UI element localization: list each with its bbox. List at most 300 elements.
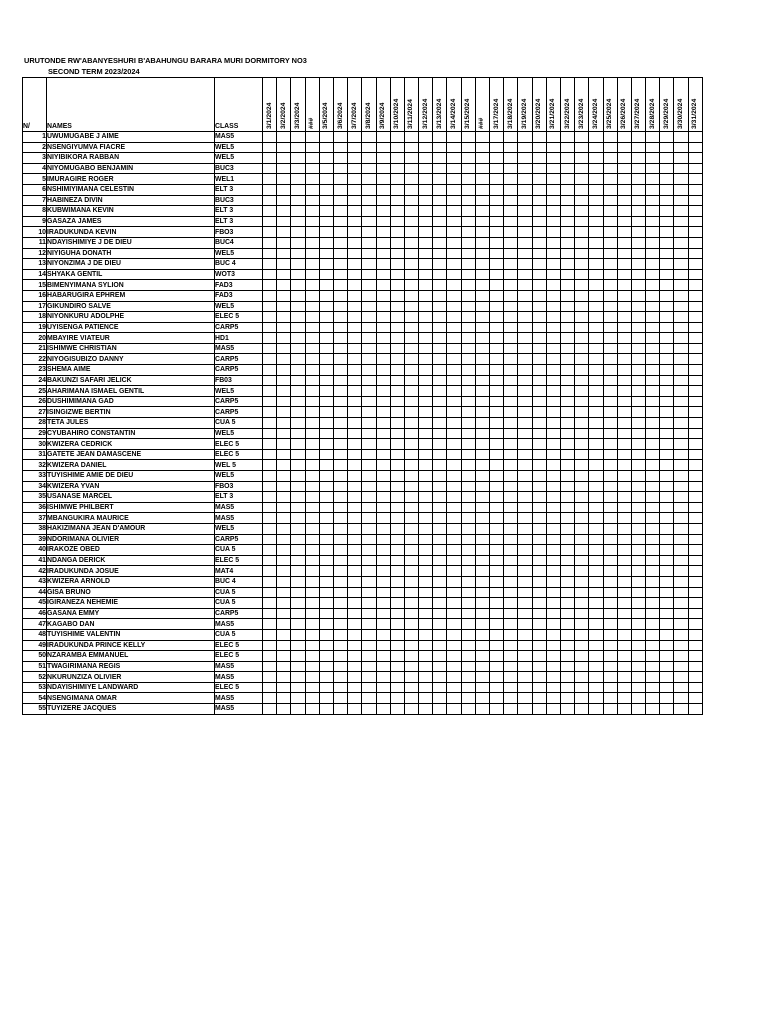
attendance-cell	[603, 481, 617, 492]
attendance-cell	[475, 184, 489, 195]
attendance-cell	[291, 290, 305, 301]
attendance-cell	[376, 439, 390, 450]
attendance-cell	[419, 682, 433, 693]
attendance-cell	[688, 492, 702, 503]
table-row	[23, 195, 703, 206]
attendance-cell	[575, 502, 589, 513]
attendance-cell	[376, 132, 390, 143]
attendance-cell	[319, 513, 333, 524]
attendance-cell	[333, 312, 347, 323]
attendance-cell	[589, 576, 603, 587]
column-header-date	[376, 78, 390, 132]
attendance-cell	[646, 259, 660, 270]
date-label: 3/22/2024	[563, 98, 571, 129]
attendance-cell	[674, 354, 688, 365]
attendance-cell	[674, 513, 688, 524]
student-class: FBO3	[215, 227, 263, 238]
attendance-cell	[603, 396, 617, 407]
attendance-cell	[376, 237, 390, 248]
student-class: BUC 4	[215, 259, 263, 270]
attendance-cell	[333, 153, 347, 164]
attendance-cell	[291, 460, 305, 471]
student-name: GATETE JEAN DAMASCENE	[47, 449, 215, 460]
student-name: TUYIZERE JACQUES	[47, 704, 215, 715]
attendance-cell	[532, 280, 546, 291]
attendance-cell	[546, 693, 560, 704]
attendance-cell	[404, 206, 418, 217]
attendance-cell	[475, 280, 489, 291]
attendance-cell	[433, 418, 447, 429]
attendance-cell	[305, 439, 319, 450]
attendance-cell	[390, 237, 404, 248]
attendance-cell	[291, 386, 305, 397]
student-class: MAS5	[215, 693, 263, 704]
attendance-cell	[589, 365, 603, 376]
attendance-cell	[447, 598, 461, 609]
attendance-cell	[575, 237, 589, 248]
attendance-cell	[546, 333, 560, 344]
attendance-cell	[277, 682, 291, 693]
attendance-cell	[490, 587, 504, 598]
student-name: NSENGIMANA OMAR	[47, 693, 215, 704]
attendance-cell	[277, 608, 291, 619]
attendance-cell	[518, 481, 532, 492]
attendance-cell	[490, 449, 504, 460]
attendance-cell	[333, 269, 347, 280]
attendance-cell	[660, 365, 674, 376]
attendance-cell	[589, 566, 603, 577]
attendance-cell	[305, 248, 319, 259]
attendance-cell	[263, 312, 277, 323]
attendance-cell	[646, 449, 660, 460]
attendance-cell	[319, 322, 333, 333]
table-row	[23, 502, 703, 513]
attendance-cell	[319, 534, 333, 545]
attendance-cell	[688, 608, 702, 619]
attendance-cell	[490, 365, 504, 376]
attendance-cell	[305, 259, 319, 270]
attendance-cell	[631, 576, 645, 587]
attendance-cell	[263, 365, 277, 376]
attendance-cell	[461, 386, 475, 397]
attendance-cell	[589, 682, 603, 693]
attendance-cell	[504, 407, 518, 418]
attendance-cell	[490, 640, 504, 651]
attendance-cell	[546, 460, 560, 471]
attendance-cell	[617, 290, 631, 301]
attendance-cell	[475, 290, 489, 301]
attendance-cell	[617, 428, 631, 439]
attendance-cell	[390, 523, 404, 534]
attendance-cell	[376, 280, 390, 291]
attendance-cell	[646, 502, 660, 513]
attendance-cell	[447, 460, 461, 471]
attendance-cell	[560, 343, 574, 354]
student-class: MAS5	[215, 132, 263, 143]
attendance-cell	[305, 301, 319, 312]
attendance-cell	[291, 248, 305, 259]
attendance-cell	[490, 682, 504, 693]
attendance-cell	[447, 216, 461, 227]
student-name: NKURUNZIZA OLIVIER	[47, 672, 215, 683]
attendance-cell	[688, 184, 702, 195]
attendance-cell	[617, 598, 631, 609]
student-class: MAS5	[215, 513, 263, 524]
attendance-cell	[419, 153, 433, 164]
student-name: NDAYISHIMIYE LANDWARD	[47, 682, 215, 693]
attendance-cell	[404, 672, 418, 683]
date-label: 3/13/2024	[435, 98, 443, 129]
student-name: IMURAGIRE ROGER	[47, 174, 215, 185]
student-name: UWUMUGABE J AIME	[47, 132, 215, 143]
attendance-cell	[277, 492, 291, 503]
attendance-cell	[362, 163, 376, 174]
attendance-cell	[575, 375, 589, 386]
attendance-cell	[688, 375, 702, 386]
attendance-cell	[277, 439, 291, 450]
attendance-cell	[475, 227, 489, 238]
attendance-cell	[447, 587, 461, 598]
row-number: 52	[23, 672, 47, 683]
attendance-cell	[603, 661, 617, 672]
attendance-cell	[333, 386, 347, 397]
attendance-cell	[490, 269, 504, 280]
date-label: 3/12/2024	[421, 98, 429, 129]
attendance-cell	[603, 555, 617, 566]
attendance-cell	[546, 661, 560, 672]
attendance-cell	[291, 259, 305, 270]
table-row	[23, 428, 703, 439]
attendance-cell	[575, 513, 589, 524]
attendance-cell	[404, 460, 418, 471]
attendance-cell	[277, 333, 291, 344]
attendance-cell	[560, 237, 574, 248]
attendance-cell	[305, 704, 319, 715]
attendance-cell	[291, 629, 305, 640]
attendance-cell	[376, 428, 390, 439]
attendance-cell	[617, 248, 631, 259]
attendance-cell	[305, 513, 319, 524]
table-row	[23, 492, 703, 503]
student-name: USANASE MARCEL	[47, 492, 215, 503]
attendance-cell	[390, 545, 404, 556]
student-name: NIYOMUGABO BENJAMIN	[47, 163, 215, 174]
attendance-cell	[504, 248, 518, 259]
attendance-cell	[319, 418, 333, 429]
attendance-cell	[646, 375, 660, 386]
attendance-cell	[589, 354, 603, 365]
attendance-cell	[376, 142, 390, 153]
attendance-cell	[504, 312, 518, 323]
attendance-cell	[560, 619, 574, 630]
attendance-cell	[575, 693, 589, 704]
attendance-cell	[631, 312, 645, 323]
attendance-cell	[404, 248, 418, 259]
row-number: 42	[23, 566, 47, 577]
attendance-cell	[390, 502, 404, 513]
attendance-cell	[518, 248, 532, 259]
attendance-cell	[603, 195, 617, 206]
attendance-cell	[291, 651, 305, 662]
attendance-cell	[404, 587, 418, 598]
row-number: 46	[23, 608, 47, 619]
attendance-cell	[277, 576, 291, 587]
attendance-cell	[617, 651, 631, 662]
row-number: 40	[23, 545, 47, 556]
attendance-cell	[390, 322, 404, 333]
attendance-cell	[532, 460, 546, 471]
attendance-cell	[461, 428, 475, 439]
attendance-cell	[376, 227, 390, 238]
attendance-cell	[631, 640, 645, 651]
table-row	[23, 333, 703, 344]
date-label: 3/25/2024	[606, 98, 614, 129]
attendance-cell	[263, 598, 277, 609]
attendance-cell	[277, 132, 291, 143]
attendance-cell	[589, 534, 603, 545]
row-number: 13	[23, 259, 47, 270]
attendance-cell	[319, 216, 333, 227]
attendance-cell	[319, 608, 333, 619]
attendance-cell	[589, 471, 603, 482]
attendance-cell	[263, 619, 277, 630]
attendance-cell	[688, 237, 702, 248]
attendance-cell	[518, 354, 532, 365]
attendance-cell	[660, 651, 674, 662]
attendance-cell	[589, 184, 603, 195]
attendance-cell	[362, 386, 376, 397]
attendance-cell	[688, 301, 702, 312]
attendance-cell	[589, 312, 603, 323]
attendance-cell	[532, 259, 546, 270]
student-name: BIMENYIMANA SYLION	[47, 280, 215, 291]
attendance-cell	[631, 651, 645, 662]
attendance-cell	[490, 492, 504, 503]
table-row	[23, 237, 703, 248]
attendance-cell	[362, 418, 376, 429]
attendance-cell	[475, 333, 489, 344]
attendance-cell	[333, 523, 347, 534]
attendance-cell	[688, 460, 702, 471]
attendance-cell	[475, 693, 489, 704]
attendance-cell	[319, 280, 333, 291]
attendance-cell	[504, 471, 518, 482]
attendance-cell	[348, 396, 362, 407]
attendance-cell	[291, 682, 305, 693]
attendance-cell	[291, 312, 305, 323]
table-row	[23, 661, 703, 672]
attendance-cell	[646, 396, 660, 407]
attendance-cell	[362, 619, 376, 630]
attendance-cell	[433, 693, 447, 704]
table-header-row	[23, 78, 703, 132]
student-name: NSENGIYUMVA FIACRE	[47, 142, 215, 153]
attendance-cell	[688, 396, 702, 407]
attendance-cell	[291, 471, 305, 482]
attendance-cell	[631, 407, 645, 418]
attendance-cell	[333, 629, 347, 640]
date-label: 3/2/2024	[279, 102, 287, 129]
student-class: BUC 4	[215, 576, 263, 587]
attendance-cell	[305, 555, 319, 566]
attendance-cell	[419, 206, 433, 217]
attendance-cell	[575, 386, 589, 397]
attendance-cell	[376, 322, 390, 333]
row-number: 2	[23, 142, 47, 153]
attendance-cell	[362, 174, 376, 185]
attendance-cell	[447, 619, 461, 630]
attendance-cell	[362, 153, 376, 164]
attendance-cell	[305, 312, 319, 323]
row-number: 47	[23, 619, 47, 630]
student-name: UYISENGA PATIENCE	[47, 322, 215, 333]
attendance-cell	[404, 682, 418, 693]
attendance-cell	[291, 216, 305, 227]
table-row	[23, 555, 703, 566]
attendance-cell	[348, 545, 362, 556]
table-row	[23, 693, 703, 704]
attendance-cell	[291, 269, 305, 280]
attendance-cell	[575, 439, 589, 450]
date-label: 3/8/2024	[364, 102, 372, 129]
attendance-cell	[333, 333, 347, 344]
attendance-cell	[504, 418, 518, 429]
date-label: 3/6/2024	[336, 102, 344, 129]
attendance-cell	[646, 227, 660, 238]
attendance-cell	[319, 174, 333, 185]
attendance-cell	[560, 598, 574, 609]
attendance-cell	[447, 195, 461, 206]
attendance-cell	[447, 259, 461, 270]
attendance-cell	[419, 449, 433, 460]
attendance-cell	[617, 587, 631, 598]
attendance-cell	[475, 216, 489, 227]
column-header-date	[305, 78, 319, 132]
attendance-cell	[404, 312, 418, 323]
attendance-cell	[461, 375, 475, 386]
attendance-cell	[404, 365, 418, 376]
attendance-cell	[518, 163, 532, 174]
attendance-cell	[305, 460, 319, 471]
attendance-cell	[333, 481, 347, 492]
row-number: 51	[23, 661, 47, 672]
attendance-cell	[277, 259, 291, 270]
attendance-cell	[688, 216, 702, 227]
attendance-cell	[390, 333, 404, 344]
column-header-date	[404, 78, 418, 132]
student-class: MAS5	[215, 661, 263, 672]
attendance-cell	[305, 343, 319, 354]
attendance-cell	[674, 132, 688, 143]
attendance-cell	[660, 132, 674, 143]
row-number: 31	[23, 449, 47, 460]
attendance-cell	[362, 237, 376, 248]
column-header-date	[575, 78, 589, 132]
attendance-cell	[376, 534, 390, 545]
attendance-cell	[263, 576, 277, 587]
column-header-number: N/	[23, 78, 47, 132]
student-name: KUBWIMANA KEVIN	[47, 206, 215, 217]
attendance-cell	[461, 322, 475, 333]
attendance-cell	[305, 534, 319, 545]
row-number: 14	[23, 269, 47, 280]
student-class: MAS5	[215, 704, 263, 715]
attendance-cell	[546, 312, 560, 323]
attendance-cell	[532, 365, 546, 376]
attendance-cell	[362, 269, 376, 280]
attendance-cell	[362, 375, 376, 386]
attendance-cell	[660, 502, 674, 513]
attendance-cell	[532, 672, 546, 683]
attendance-cell	[490, 418, 504, 429]
attendance-cell	[518, 312, 532, 323]
attendance-cell	[688, 682, 702, 693]
attendance-cell	[546, 439, 560, 450]
attendance-cell	[646, 651, 660, 662]
attendance-cell	[362, 651, 376, 662]
attendance-cell	[447, 206, 461, 217]
student-name: AHARIMANA ISMAEL GENTIL	[47, 386, 215, 397]
student-class: CUA 5	[215, 587, 263, 598]
attendance-cell	[688, 449, 702, 460]
attendance-cell	[461, 513, 475, 524]
attendance-cell	[546, 449, 560, 460]
attendance-cell	[319, 682, 333, 693]
attendance-cell	[631, 629, 645, 640]
attendance-cell	[362, 343, 376, 354]
date-label: 3/26/2024	[620, 98, 628, 129]
student-class: FBO3	[215, 481, 263, 492]
attendance-cell	[532, 206, 546, 217]
attendance-cell	[277, 693, 291, 704]
attendance-cell	[575, 523, 589, 534]
attendance-cell	[560, 682, 574, 693]
attendance-cell	[603, 428, 617, 439]
attendance-cell	[404, 661, 418, 672]
student-class: ELEC 5	[215, 640, 263, 651]
attendance-cell	[688, 269, 702, 280]
attendance-cell	[688, 407, 702, 418]
attendance-cell	[447, 513, 461, 524]
attendance-cell	[575, 333, 589, 344]
attendance-cell	[603, 545, 617, 556]
attendance-cell	[419, 439, 433, 450]
attendance-cell	[419, 195, 433, 206]
attendance-cell	[277, 704, 291, 715]
attendance-cell	[589, 174, 603, 185]
attendance-cell	[376, 566, 390, 577]
attendance-cell	[589, 153, 603, 164]
attendance-cell	[419, 619, 433, 630]
attendance-cell	[404, 375, 418, 386]
attendance-cell	[263, 354, 277, 365]
attendance-cell	[433, 449, 447, 460]
attendance-cell	[631, 153, 645, 164]
attendance-cell	[518, 598, 532, 609]
attendance-cell	[532, 174, 546, 185]
attendance-cell	[348, 407, 362, 418]
attendance-cell	[617, 545, 631, 556]
attendance-cell	[475, 587, 489, 598]
attendance-cell	[419, 237, 433, 248]
attendance-cell	[589, 629, 603, 640]
attendance-cell	[504, 587, 518, 598]
attendance-cell	[263, 237, 277, 248]
attendance-cell	[603, 375, 617, 386]
attendance-cell	[546, 290, 560, 301]
attendance-cell	[532, 693, 546, 704]
attendance-cell	[674, 651, 688, 662]
